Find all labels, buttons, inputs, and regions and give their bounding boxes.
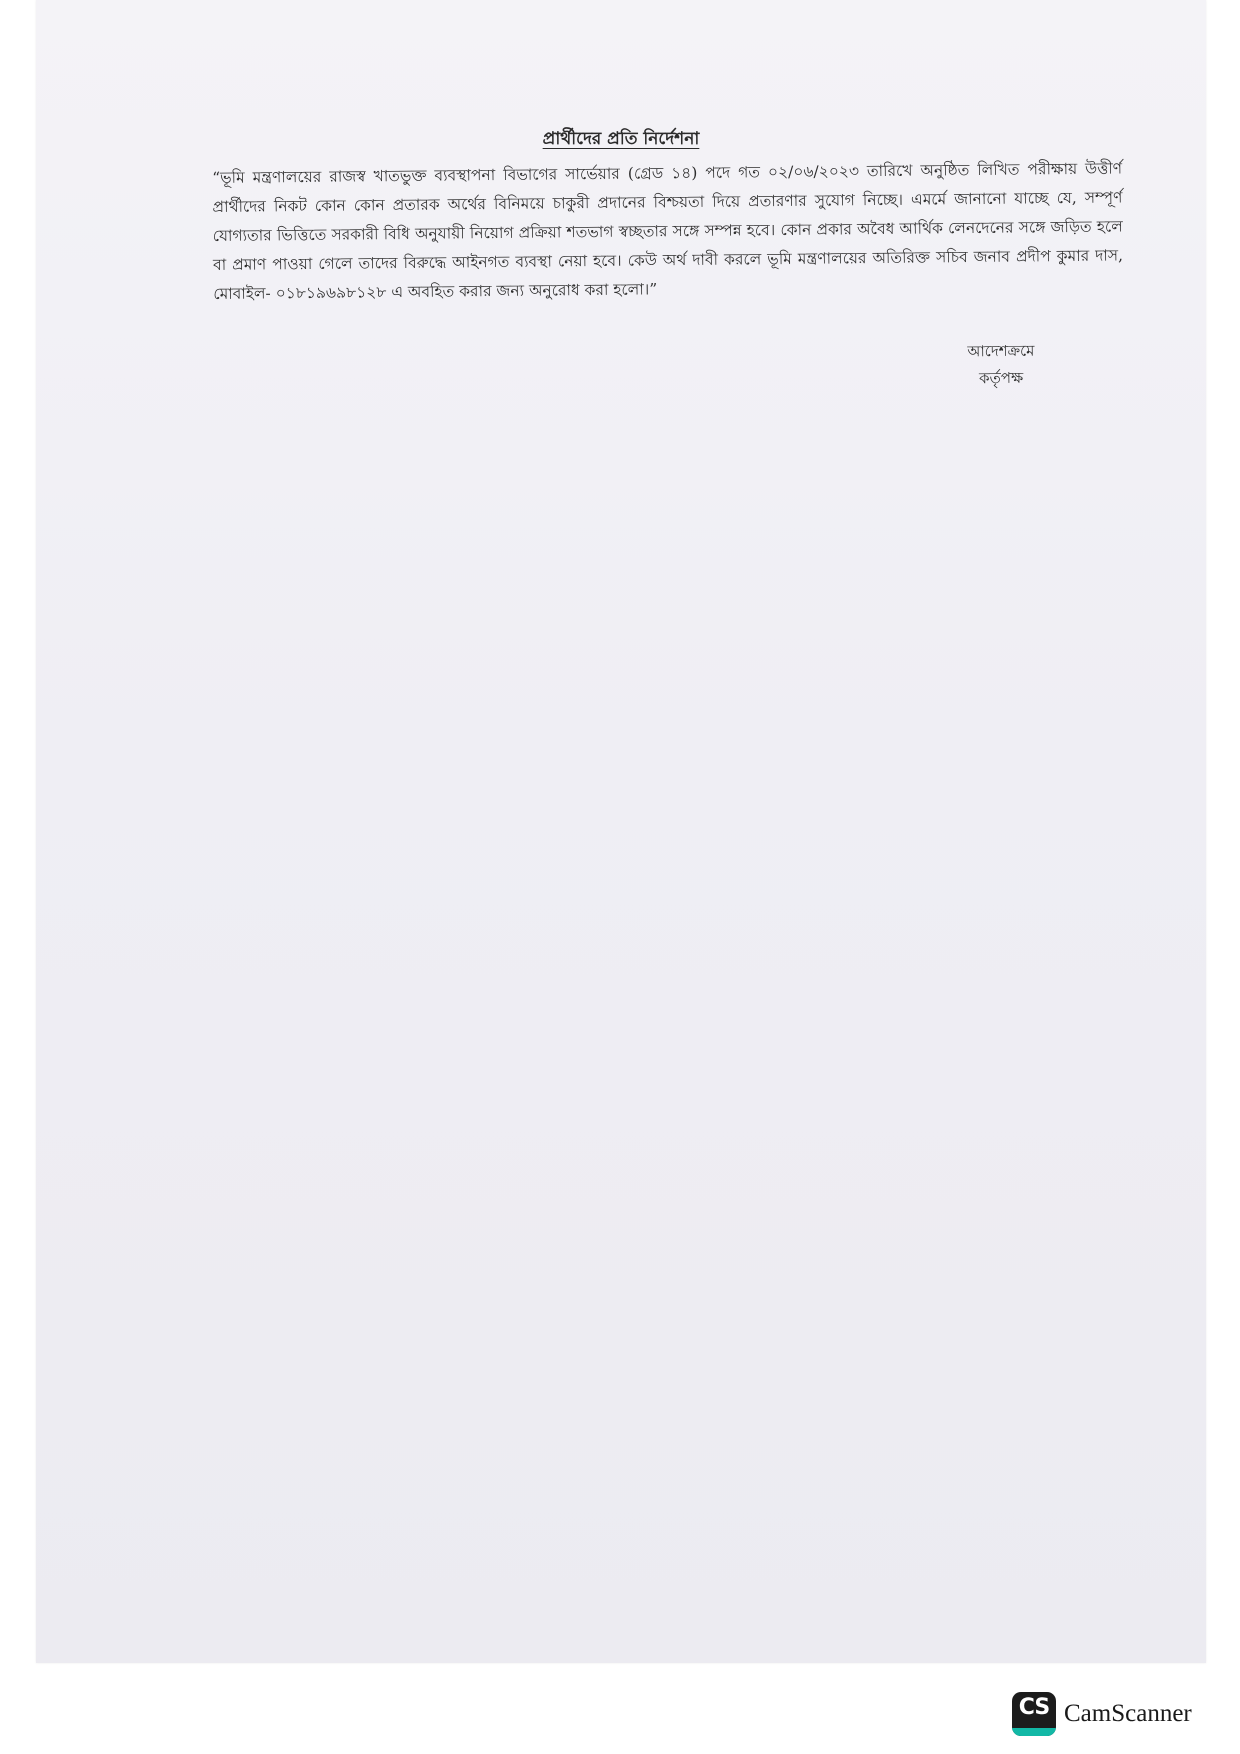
notice-title: প্রার্থীদের প্রতি নির্দেশনা [542,129,700,149]
notice-body: “ভূমি মন্ত্রণালয়ের রাজস্ব খাতভুক্ত ব্যবস্থাপনা বিভাগের সার্ভেয়ার (গ্রেড ১৪) পদে গত ০২/০৬/২০২৩ তারিখে অনুষ্ঠিত লিখিত পরীক্ষায় উত্তীর্ণ প্রার্থীদের নিকট কোন কোন প্রতারক অর্থের বিনিময়ে চাকুরী প্রদানের বিশ্চয়তা দিয়ে প্রতারণার সুযোগ নিচ্ছে। এমর্মে জানানো যাচ্ছে যে, সম্পূর্ণ যোগ্যতার ভিত্তিতে সরকারী বিধি অনুযায়ী নিয়োগ প্রক্রিয়া শতভাগ স্বচ্ছতার সঙ্গে সম্পন্ন হবে। কোন প্রকার অবৈধ আর্থিক লেনদেনের সঙ্গে জড়িত হলে বা প্রমাণ পাওয়া গেলে তাদের বিরুদ্ধে আইনগত ব্যবস্থা নেয়া হবে। কেউ অর্থ দাবী করলে ভূমি মন্ত্রণালয়ের অতিরিক্ত সচিব জনাব প্রদীপ কুমার দাস, মোবাইল- ০১৮১৯৬৯৮১২৮ এ অবহিত করার জন্য অনুরোধ করা হলো।” [212,159,1124,303]
camscanner-logo-letters: CS [1018,1695,1050,1720]
signature-authority-line: কর্তৃপক্ষ [978,368,1024,388]
camscanner-logo-icon [1012,1692,1056,1736]
signature-order-line: আদেশক্রমে [967,341,1035,361]
signature-block [936,337,1067,392]
camscanner-watermark [1012,1690,1192,1738]
scanned-paper [36,0,1206,1663]
camscanner-logo-bar [1012,1728,1056,1736]
camscanner-name: CamScanner [1064,1700,1192,1727]
